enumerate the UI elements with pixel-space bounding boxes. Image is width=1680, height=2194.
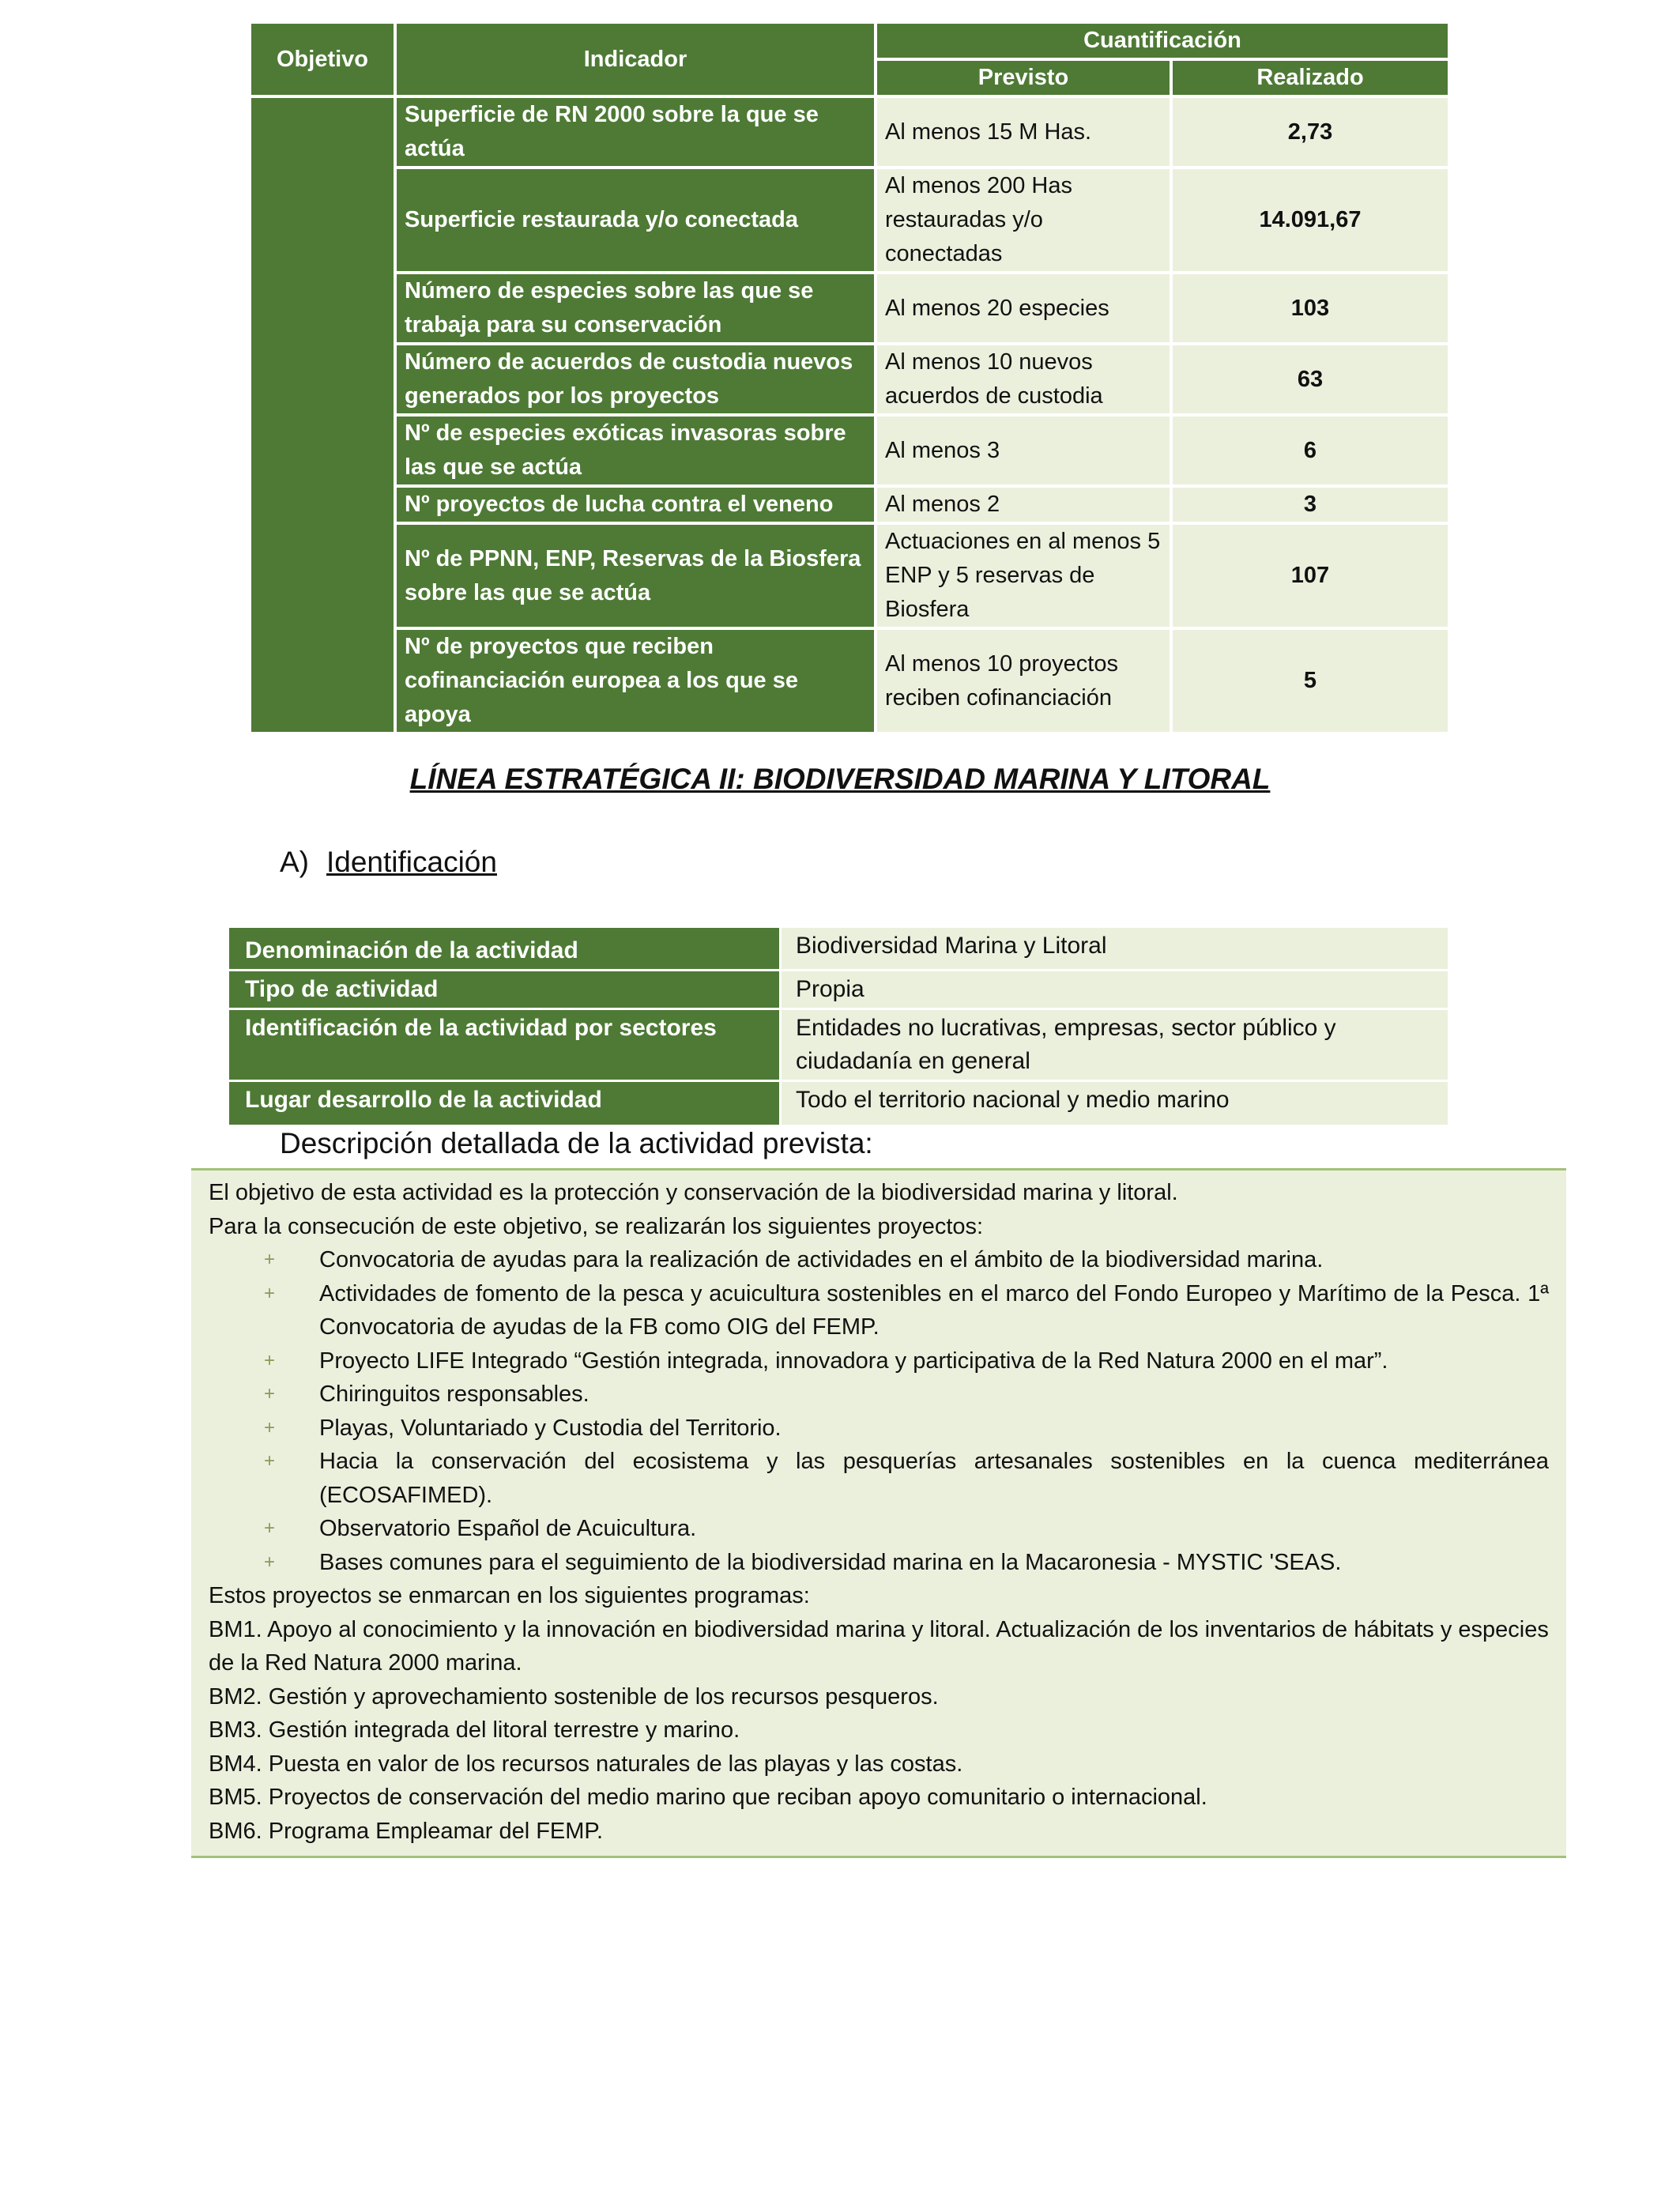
description-intro: El objetivo de esta actividad es la protección y conservación de la biodiversidad marina y litoral. <box>209 1180 1178 1205</box>
description-box <box>191 1168 1566 1858</box>
indicador-cell: Nº de especies exóticas invasoras sobre las que se actúa <box>397 417 874 484</box>
ident-value: Entidades no lucrativas, empresas, sector público y ciudadanía en general <box>779 1010 1448 1082</box>
section-marker: A) <box>280 846 309 878</box>
indicador-cell: Número de acuerdos de custodia nuevos generados por los proyectos <box>397 345 874 413</box>
program-item: BM1. Apoyo al conocimiento y la innovación en biodiversidad marina y litoral. Actualización de los inventarios de hábitats y especies de la Red Natura 2000 marina. <box>209 1616 1549 1676</box>
program-item: BM3. Gestión integrada del litoral terrestre y marino. <box>209 1717 740 1743</box>
program-item: BM5. Proyectos de conservación del medio marino que reciban apoyo comunitario o internacional. <box>209 1785 1207 1810</box>
indicador-cell: Superficie restaurada y/o conectada <box>397 169 874 271</box>
previsto-cell: Al menos 20 especies <box>877 274 1170 342</box>
ident-key: Identificación de la actividad por sectores <box>229 1010 779 1082</box>
indicador-cell: Superficie de RN 2000 sobre la que se actúa <box>397 98 874 166</box>
table-row <box>229 1082 1448 1127</box>
table-row <box>229 928 1448 971</box>
project-text: Chiringuitos responsables. <box>319 1382 590 1407</box>
header-realizado: Realizado <box>1173 61 1448 95</box>
list-item <box>209 1445 1549 1512</box>
previsto-cell: Al menos 200 Has restauradas y/o conectadas <box>877 169 1170 271</box>
table-row <box>251 525 1448 627</box>
project-text: Bases comunes para el seguimiento de la biodiversidad marina en la Macaronesia - MYSTIC 'SEAS. <box>319 1549 1342 1575</box>
table-row <box>251 98 1448 166</box>
table-row <box>251 630 1448 732</box>
project-text: Playas, Voluntariado y Custodia del Territorio. <box>319 1415 782 1441</box>
table-row <box>229 971 1448 1010</box>
plus-bullet-icon: + <box>264 1383 276 1404</box>
project-text: Observatorio Español de Acuicultura. <box>319 1516 697 1541</box>
realizado-cell: 14.091,67 <box>1173 169 1448 271</box>
list-item <box>209 1546 1549 1580</box>
header-indicador: Indicador <box>397 24 874 95</box>
programs-intro: Estos proyectos se enmarcan en los siguientes programas: <box>209 1583 810 1608</box>
previsto-cell: Al menos 2 <box>877 488 1170 522</box>
program-item: BM2. Gestión y aprovechamiento sostenible de los recursos pesqueros. <box>209 1683 939 1710</box>
plus-bullet-icon: + <box>264 1450 276 1472</box>
list-item <box>209 1512 1549 1546</box>
list-item <box>209 1344 1549 1378</box>
realizado-cell: 63 <box>1173 345 1448 413</box>
list-item <box>209 1378 1549 1412</box>
table-row <box>251 345 1448 413</box>
header-cuantificacion: Cuantificación <box>877 24 1448 58</box>
section-label: Identificación <box>326 846 497 878</box>
ident-key: Tipo de actividad <box>229 971 779 1010</box>
plus-bullet-icon: + <box>264 1249 276 1270</box>
table-row <box>251 169 1448 271</box>
previsto-cell: Al menos 3 <box>877 417 1170 484</box>
table-row <box>251 417 1448 484</box>
plus-bullet-icon: + <box>264 1517 276 1539</box>
strategic-line-title: LÍNEA ESTRATÉGICA II: BIODIVERSIDAD MARINA Y LITORAL <box>409 763 1271 795</box>
previsto-cell: Actuaciones en al menos 5 ENP y 5 reservas de Biosfera <box>877 525 1170 627</box>
realizado-cell: 5 <box>1173 630 1448 732</box>
ident-key: Denominación de la actividad <box>229 928 779 971</box>
list-item <box>209 1412 1549 1446</box>
section-a-heading <box>280 846 497 879</box>
ident-value: Biodiversidad Marina y Litoral <box>779 928 1448 971</box>
realizado-cell: 107 <box>1173 525 1448 627</box>
table-row <box>229 1010 1448 1082</box>
realizado-cell: 103 <box>1173 274 1448 342</box>
list-item <box>209 1277 1549 1344</box>
plus-bullet-icon: + <box>264 1416 276 1438</box>
indicador-cell: Nº de proyectos que reciben cofinanciación europea a los que se apoya <box>397 630 874 732</box>
indicador-cell: Nº proyectos de lucha contra el veneno <box>397 488 874 522</box>
list-item <box>209 1243 1549 1277</box>
plus-bullet-icon: + <box>264 1282 276 1304</box>
identification-table <box>229 928 1448 1127</box>
previsto-cell: Al menos 10 nuevos acuerdos de custodia <box>877 345 1170 413</box>
ident-value: Propia <box>779 971 1448 1010</box>
objetivo-cell <box>251 98 394 732</box>
table-row <box>251 488 1448 522</box>
header-previsto: Previsto <box>877 61 1170 95</box>
table-row <box>251 274 1448 342</box>
program-item: BM6. Programa Empleamar del FEMP. <box>209 1818 604 1844</box>
realizado-cell: 2,73 <box>1173 98 1448 166</box>
project-list <box>209 1243 1549 1579</box>
plus-bullet-icon: + <box>264 1349 276 1371</box>
project-text: Hacia la conservación del ecosistema y las pesquerías artesanales sostenibles en la cuenca mediterránea (ECOSAFIMED). <box>319 1449 1549 1508</box>
previsto-cell: Al menos 15 M Has. <box>877 98 1170 166</box>
indicator-table <box>248 21 1451 735</box>
project-text: Convocatoria de ayudas para la realización de actividades en el ámbito de la biodiversidad marina. <box>319 1247 1324 1272</box>
indicador-cell: Nº de PPNN, ENP, Reservas de la Biosfera sobre las que se actúa <box>397 525 874 627</box>
description-heading: Descripción detallada de la actividad prevista: <box>280 1127 873 1159</box>
project-text: Proyecto LIFE Integrado “Gestión integrada, innovadora y participativa de la Red Natura 2000 en el mar”. <box>319 1348 1388 1374</box>
ident-key: Lugar desarrollo de la actividad <box>229 1082 779 1127</box>
realizado-cell: 6 <box>1173 417 1448 484</box>
plus-bullet-icon: + <box>264 1551 276 1573</box>
ident-value: Todo el territorio nacional y medio marino <box>779 1082 1448 1127</box>
previsto-cell: Al menos 10 proyectos reciben cofinanciación <box>877 630 1170 732</box>
description-intro: Para la consecución de este objetivo, se realizarán los siguientes proyectos: <box>209 1213 984 1239</box>
project-text: Actividades de fomento de la pesca y acuicultura sostenibles en el marco del Fondo Europeo y Marítimo de la Pesca. 1ª Convocatoria de ayudas de la FB como OIG del FEMP. <box>319 1280 1549 1340</box>
indicador-cell: Número de especies sobre las que se trabaja para su conservación <box>397 274 874 342</box>
realizado-cell: 3 <box>1173 488 1448 522</box>
program-item: BM4. Puesta en valor de los recursos naturales de las playas y las costas. <box>209 1751 963 1777</box>
header-objetivo: Objetivo <box>251 24 394 95</box>
